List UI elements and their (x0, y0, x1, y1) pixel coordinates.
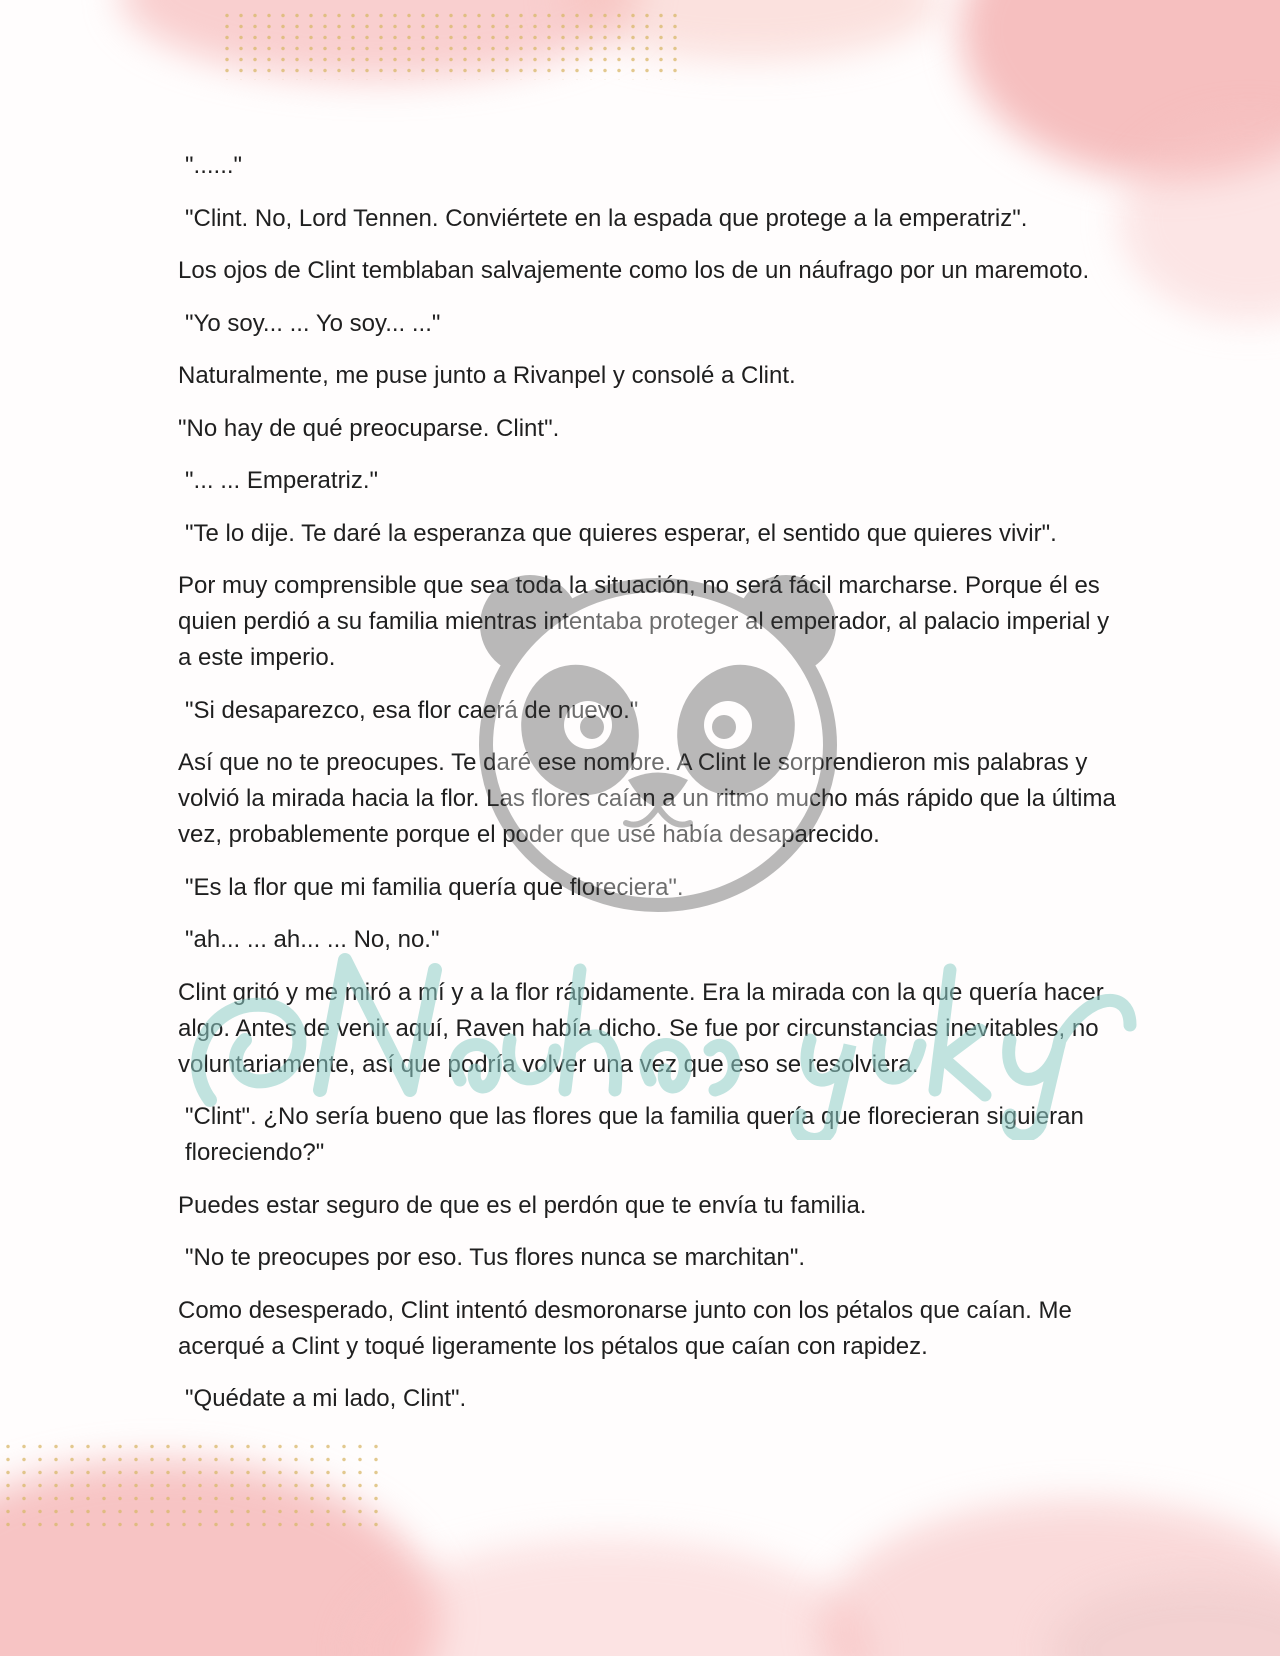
paragraph: Puedes estar seguro de que es el perdón que te envía tu familia. (178, 1191, 867, 1219)
gold-glitter-top (220, 10, 680, 80)
watercolor-bottom-center (350, 1540, 870, 1656)
paragraph: "Clint". ¿No sería bueno que las flores que la familia quería que florecieran siguieran floreciendo?" (185, 1103, 1084, 1166)
paragraph: Como desesperado, Clint intentó desmoronarse junto con los pétalos que caían. Me acerqué a Clint y toqué ligeramente los pétalos que caían con rapidez. (178, 1296, 1072, 1360)
paragraph: "No te preocupes por eso. Tus flores nunca se marchitan". (185, 1244, 806, 1271)
paragraph: "Es la flor que mi familia quería que floreciera". (185, 873, 684, 901)
watercolor-bottom-right (820, 1500, 1280, 1656)
paragraph: "Si desaparezco, esa flor caerá de nuevo." (185, 696, 639, 724)
watercolor-bottom-corner (1050, 1580, 1280, 1656)
paragraph: Así que no te preocupes. Te daré ese nombre. A Clint le sorprendieron mis palabras y volvió la mirada hacia la flor. Las flores caían a un ritmo mucho más rápido que la última vez, probablemente porque el poder que usé había desaparecido. (178, 749, 1116, 848)
paragraph: Por muy comprensible que sea toda la situación, no será fácil marcharse. Porque él es quien perdió a su familia mientras intentaba proteger al emperador, al palacio imperial y a este imperio. (178, 572, 1110, 671)
watercolor-bottom-left (0, 1460, 440, 1656)
paragraph: Clint gritó y me miró a mí y a la flor rápidamente. Era la mirada con la que quería hacer algo. Antes de venir aquí, Raven había dicho. Se fue por circunstancias inevitables, no voluntariamente, así que podría volver una vez que eso se resolviera. (178, 978, 1104, 1078)
document-body (178, 148, 1118, 1434)
watercolor-top-left (120, 0, 640, 80)
paragraph: "Te lo dije. Te daré la esperanza que quieres esperar, el sentido que quieres vivir". (185, 519, 1057, 547)
paragraph: Los ojos de Clint temblaban salvajemente como los de un náufrago por un maremoto. (178, 257, 1090, 284)
paragraph: "......" (185, 152, 243, 179)
paragraph: "No hay de qué preocuparse. Clint". (178, 414, 560, 442)
paragraph: Naturalmente, me puse junto a Rivanpel y consolé a Clint. (178, 362, 796, 389)
paragraph: "Yo soy... ... Yo soy... ..." (185, 309, 441, 337)
watercolor-right-edge (1120, 120, 1280, 320)
paragraph: "... ... Emperatriz." (185, 467, 379, 494)
paragraph: "ah... ... ah... ... No, no." (185, 926, 440, 953)
watercolor-top-center (560, 0, 940, 60)
gold-glitter-bottom (0, 1440, 380, 1530)
paragraph: "Quédate a mi lado, Clint". (185, 1385, 467, 1412)
paragraph: "Clint. No, Lord Tennen. Conviértete en la espada que protege a la emperatriz". (185, 204, 1028, 232)
